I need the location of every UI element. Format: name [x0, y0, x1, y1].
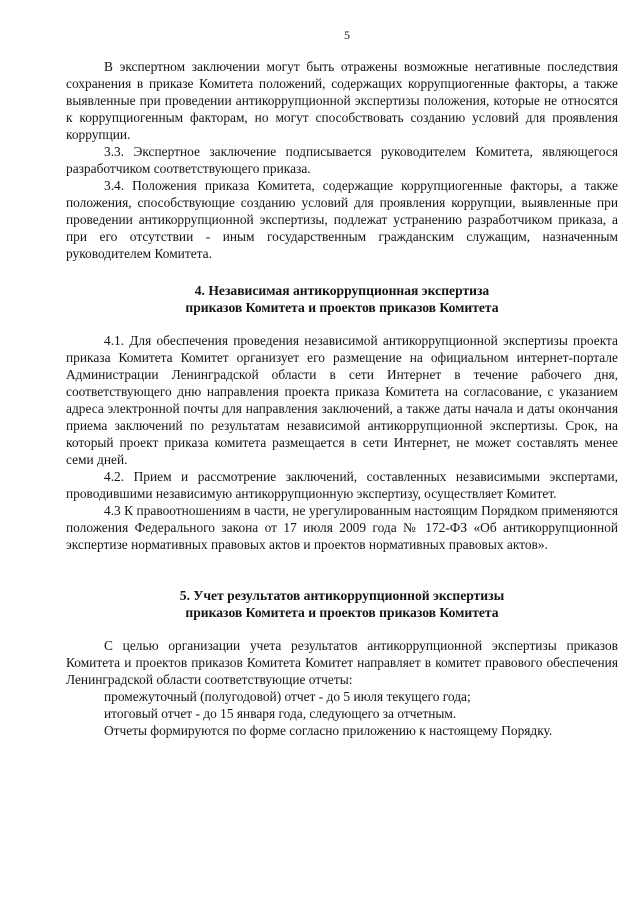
section-4-title-line-2: приказов Комитета и проектов приказов Комитета	[185, 300, 499, 315]
paragraph-4-1: 4.1. Для обеспечения проведения независимой антикоррупционной экспертизы проекта приказа Комитета Комитет организует его размещение на официальном интернет-портале Администрации Ленинградской области в сети Интернет в течение рабочего дня, соответствующего дню направления проекта приказа Комитета на согласование, с указанием адреса электронной почты для направления заключений, а также даты начала и даты окончания приема заключений по результатам независимой антикоррупционной экспертизы. Срок, на который проект приказа комитета размещается в сети Интернет, не может составлять менее семи дней.	[66, 333, 618, 467]
page-number: 5	[344, 28, 350, 42]
section-5-title-line-2: приказов Комитета и проектов приказов Комитета	[185, 605, 499, 620]
paragraph-5-intro: С целью организации учета результатов антикоррупционной экспертизы приказов Комитета и проектов приказов Комитета Комитет направляет в комитет правового обеспечения Ленинградской области соответствующие отчеты:	[66, 638, 618, 687]
section-5-title-line-1: 5. Учет результатов антикоррупционной экспертизы	[179, 588, 505, 603]
spacer	[66, 621, 618, 637]
section-4-title-line-1: 4. Независимая антикоррупционная экспертиза	[194, 283, 490, 298]
paragraph-expert-conclusion: В экспертном заключении могут быть отражены возможные негативные последствия сохранения в приказе Комитета положений, содержащих коррупциогенные факторы, а также выявленные при проведении антикоррупционной экспертизы положения, которые не относятся к коррупциогенным факторам, но могут способствовать созданию условий для проявления коррупции.	[66, 59, 618, 142]
paragraph-3-3: 3.3. Экспертное заключение подписывается руководителем Комитета, являющегося разработчиком соответствующего приказа.	[66, 144, 618, 176]
paragraph-4-3: 4.3 К правоотношениям в части, не урегулированным настоящим Порядком применяются положения Федерального закона от 17 июля 2009 года № 172-ФЗ «Об антикоррупционной экспертизе нормативных правовых актов и проектов нормативных правовых актов».	[66, 503, 618, 552]
paragraph-4-2: 4.2. Прием и рассмотрение заключений, составленных независимыми экспертами, проводившими независимую антикоррупционную экспертизу, осуществляет Комитет.	[66, 469, 618, 501]
paragraph-3-4: 3.4. Положения приказа Комитета, содержащие коррупциогенные факторы, а также положения, способствующие созданию условий для проявления коррупции, выявленные при проведении антикоррупционной экспертизы, подлежат устранению разработчиком приказа, а при его отсутствии - иным государственным гражданским служащим, назначенным руководителем Комитета.	[66, 178, 618, 261]
report-item-final: итоговый отчет - до 15 января года, следующего за отчетным.	[104, 706, 457, 721]
paragraph-5-final: Отчеты формируются по форме согласно приложению к настоящему Порядку.	[104, 723, 553, 738]
spacer	[66, 262, 618, 282]
spacer	[66, 553, 618, 587]
report-item-interim: промежуточный (полугодовой) отчет - до 5 июля текущего года;	[104, 689, 471, 704]
spacer	[66, 316, 618, 332]
